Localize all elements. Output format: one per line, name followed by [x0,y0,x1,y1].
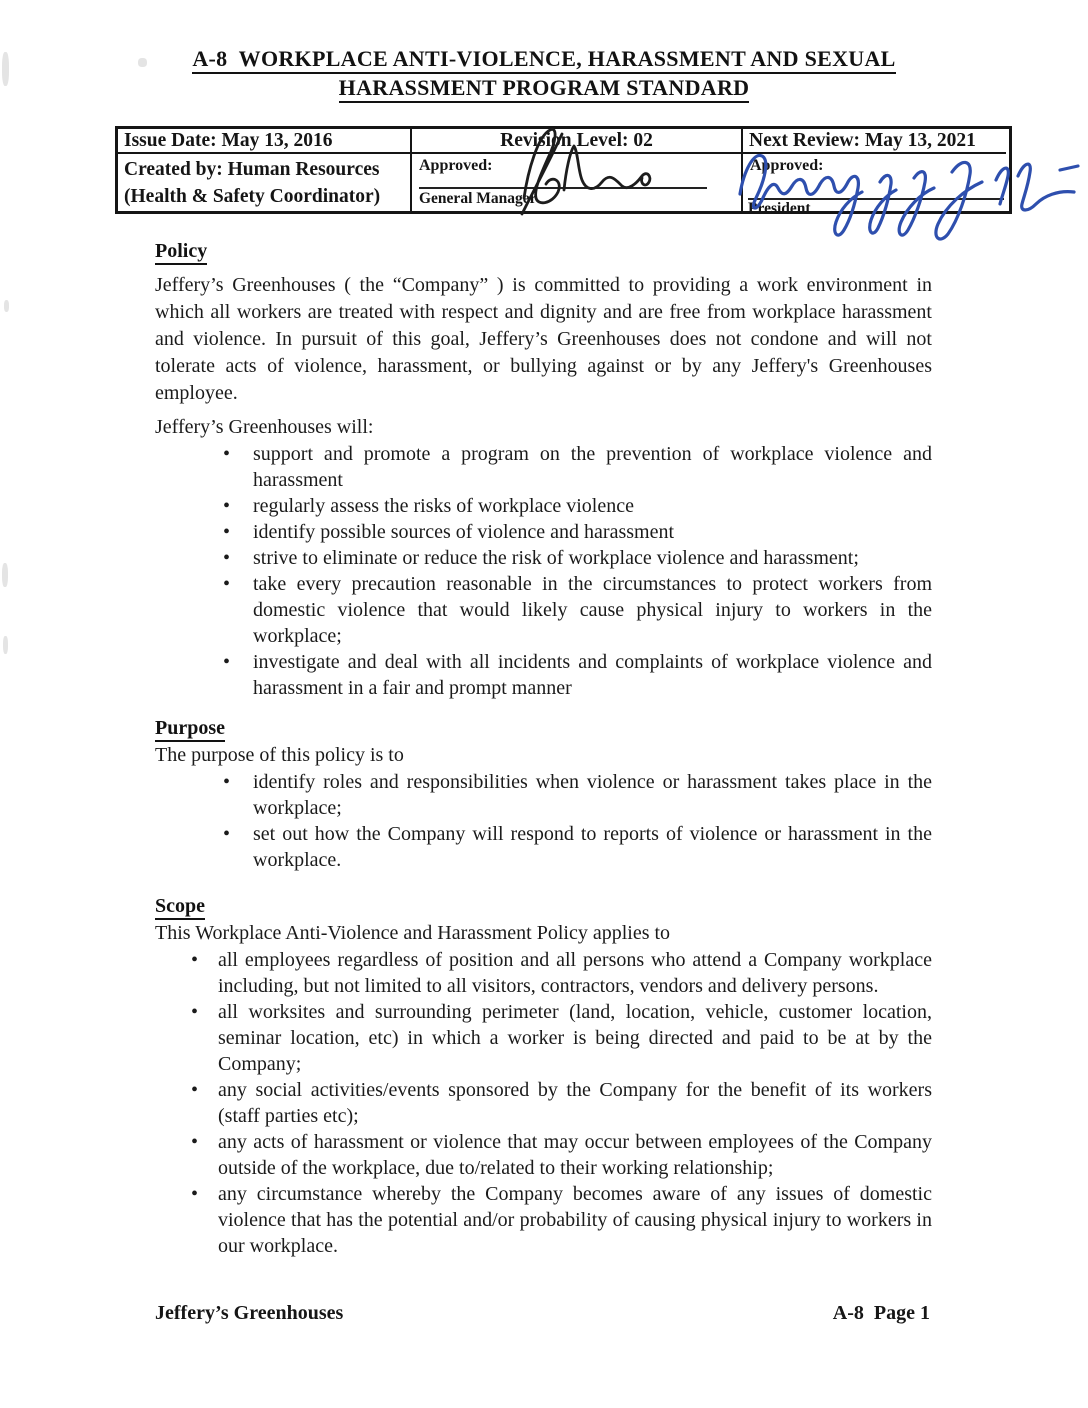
purpose-bullet-list [155,769,932,873]
scan-artifact [3,636,8,654]
document-body [155,230,932,1259]
president-approved-label: Approved: [750,157,824,174]
scan-artifact [4,300,9,312]
gm-approved-label: Approved: [419,157,493,174]
gm-signature-line [419,187,707,189]
document-title-line2: HARASSMENT PROGRAM STANDARD [0,73,1088,102]
created-by-line1: Created by: Human Resources [124,159,380,180]
created-by-line2: (Health & Safety Coordinator) [124,186,381,207]
footer-page-number: A-8 Page 1 [832,1302,930,1324]
footer-company-name: Jeffery’s Greenhouses [155,1302,344,1324]
list-item: • any acts of harassment or violence that may occur between employees of the Company outside of the workplace, due to/related to their working relationship; [155,1129,932,1181]
created-by-cell [118,154,412,211]
list-item: • investigate and deal with all incidents and complaints of workplace violence and harassment in a fair and prompt manner [155,649,932,701]
list-item: • regularly assess the risks of workplace violence [155,493,932,519]
list-item: • identify possible sources of violence and harassment [155,519,932,545]
list-item: • strive to eliminate or reduce the risk of workplace violence and harassment; [155,545,932,571]
policy-intro-paragraph: Jeffery’s Greenhouses ( the “Company” ) is committed to providing a work environment in which all workers are treated with respect and dignity and are free from workplace harassment and violence. In pursuit of this goal, Jeffery’s Greenhouses does not condone and will not tolerate acts of violence, harassment, or bullying against or by any Jeffery's Greenhouses employee. [155,274,932,404]
list-item: • take every precaution reasonable in the circumstances to protect workers from domestic violence that would likely cause physical injury to workers in the workplace; [155,571,932,649]
purpose-heading: Purpose [155,715,932,742]
scan-artifact [2,563,8,587]
list-item: • support and promote a program on the prevention of workplace violence and harassment [155,441,932,493]
scope-intro: This Workplace Anti-Violence and Harassment Policy applies to [155,922,671,944]
gm-approval-cell [412,154,743,211]
scope-heading: Scope [155,893,932,920]
next-review-cell: Next Review: May 13, 2021 [743,129,1006,154]
revision-level-cell: Revision Level: 02 [412,129,743,154]
list-item: • all employees regardless of position and all persons who attend a Company workplace including, but not limited to all visitors, contractors, vendors and delivery persons. [155,947,932,999]
policy-will-intro: Jeffery’s Greenhouses will: [155,416,374,438]
list-item: • any circumstance whereby the Company becomes aware of any issues of domestic violence that has the potential and/or probability of causing physical injury to workers in our workplace. [155,1181,932,1259]
list-item: • all worksites and surrounding perimeter (land, location, vehicle, customer location, seminar location, etc) in which a worker is being directed and paid to be at by the Company; [155,999,932,1077]
document-title [0,44,1088,102]
document-info-table [115,126,1012,217]
president-approval-cell [743,154,1006,217]
list-item: • any social activities/events sponsored by the Company for the benefit of its workers (staff parties etc); [155,1077,932,1129]
issue-date-cell: Issue Date: May 13, 2016 [118,129,412,154]
policy-bullet-list [155,441,932,701]
gm-role-label: General Manager [419,190,537,207]
list-item: • identify roles and responsibilities when violence or harassment takes place in the workplace; [155,769,932,821]
purpose-intro: The purpose of this policy is to [155,744,404,766]
policy-heading: Policy [155,238,932,265]
president-role-label: President [748,200,811,217]
scope-bullet-list [155,947,932,1259]
list-item: • set out how the Company will respond to reports of violence or harassment in the workplace. [155,821,932,873]
document-title-line1: A-8 WORKPLACE ANTI-VIOLENCE, HARASSMENT AND SEXUAL [0,44,1088,73]
